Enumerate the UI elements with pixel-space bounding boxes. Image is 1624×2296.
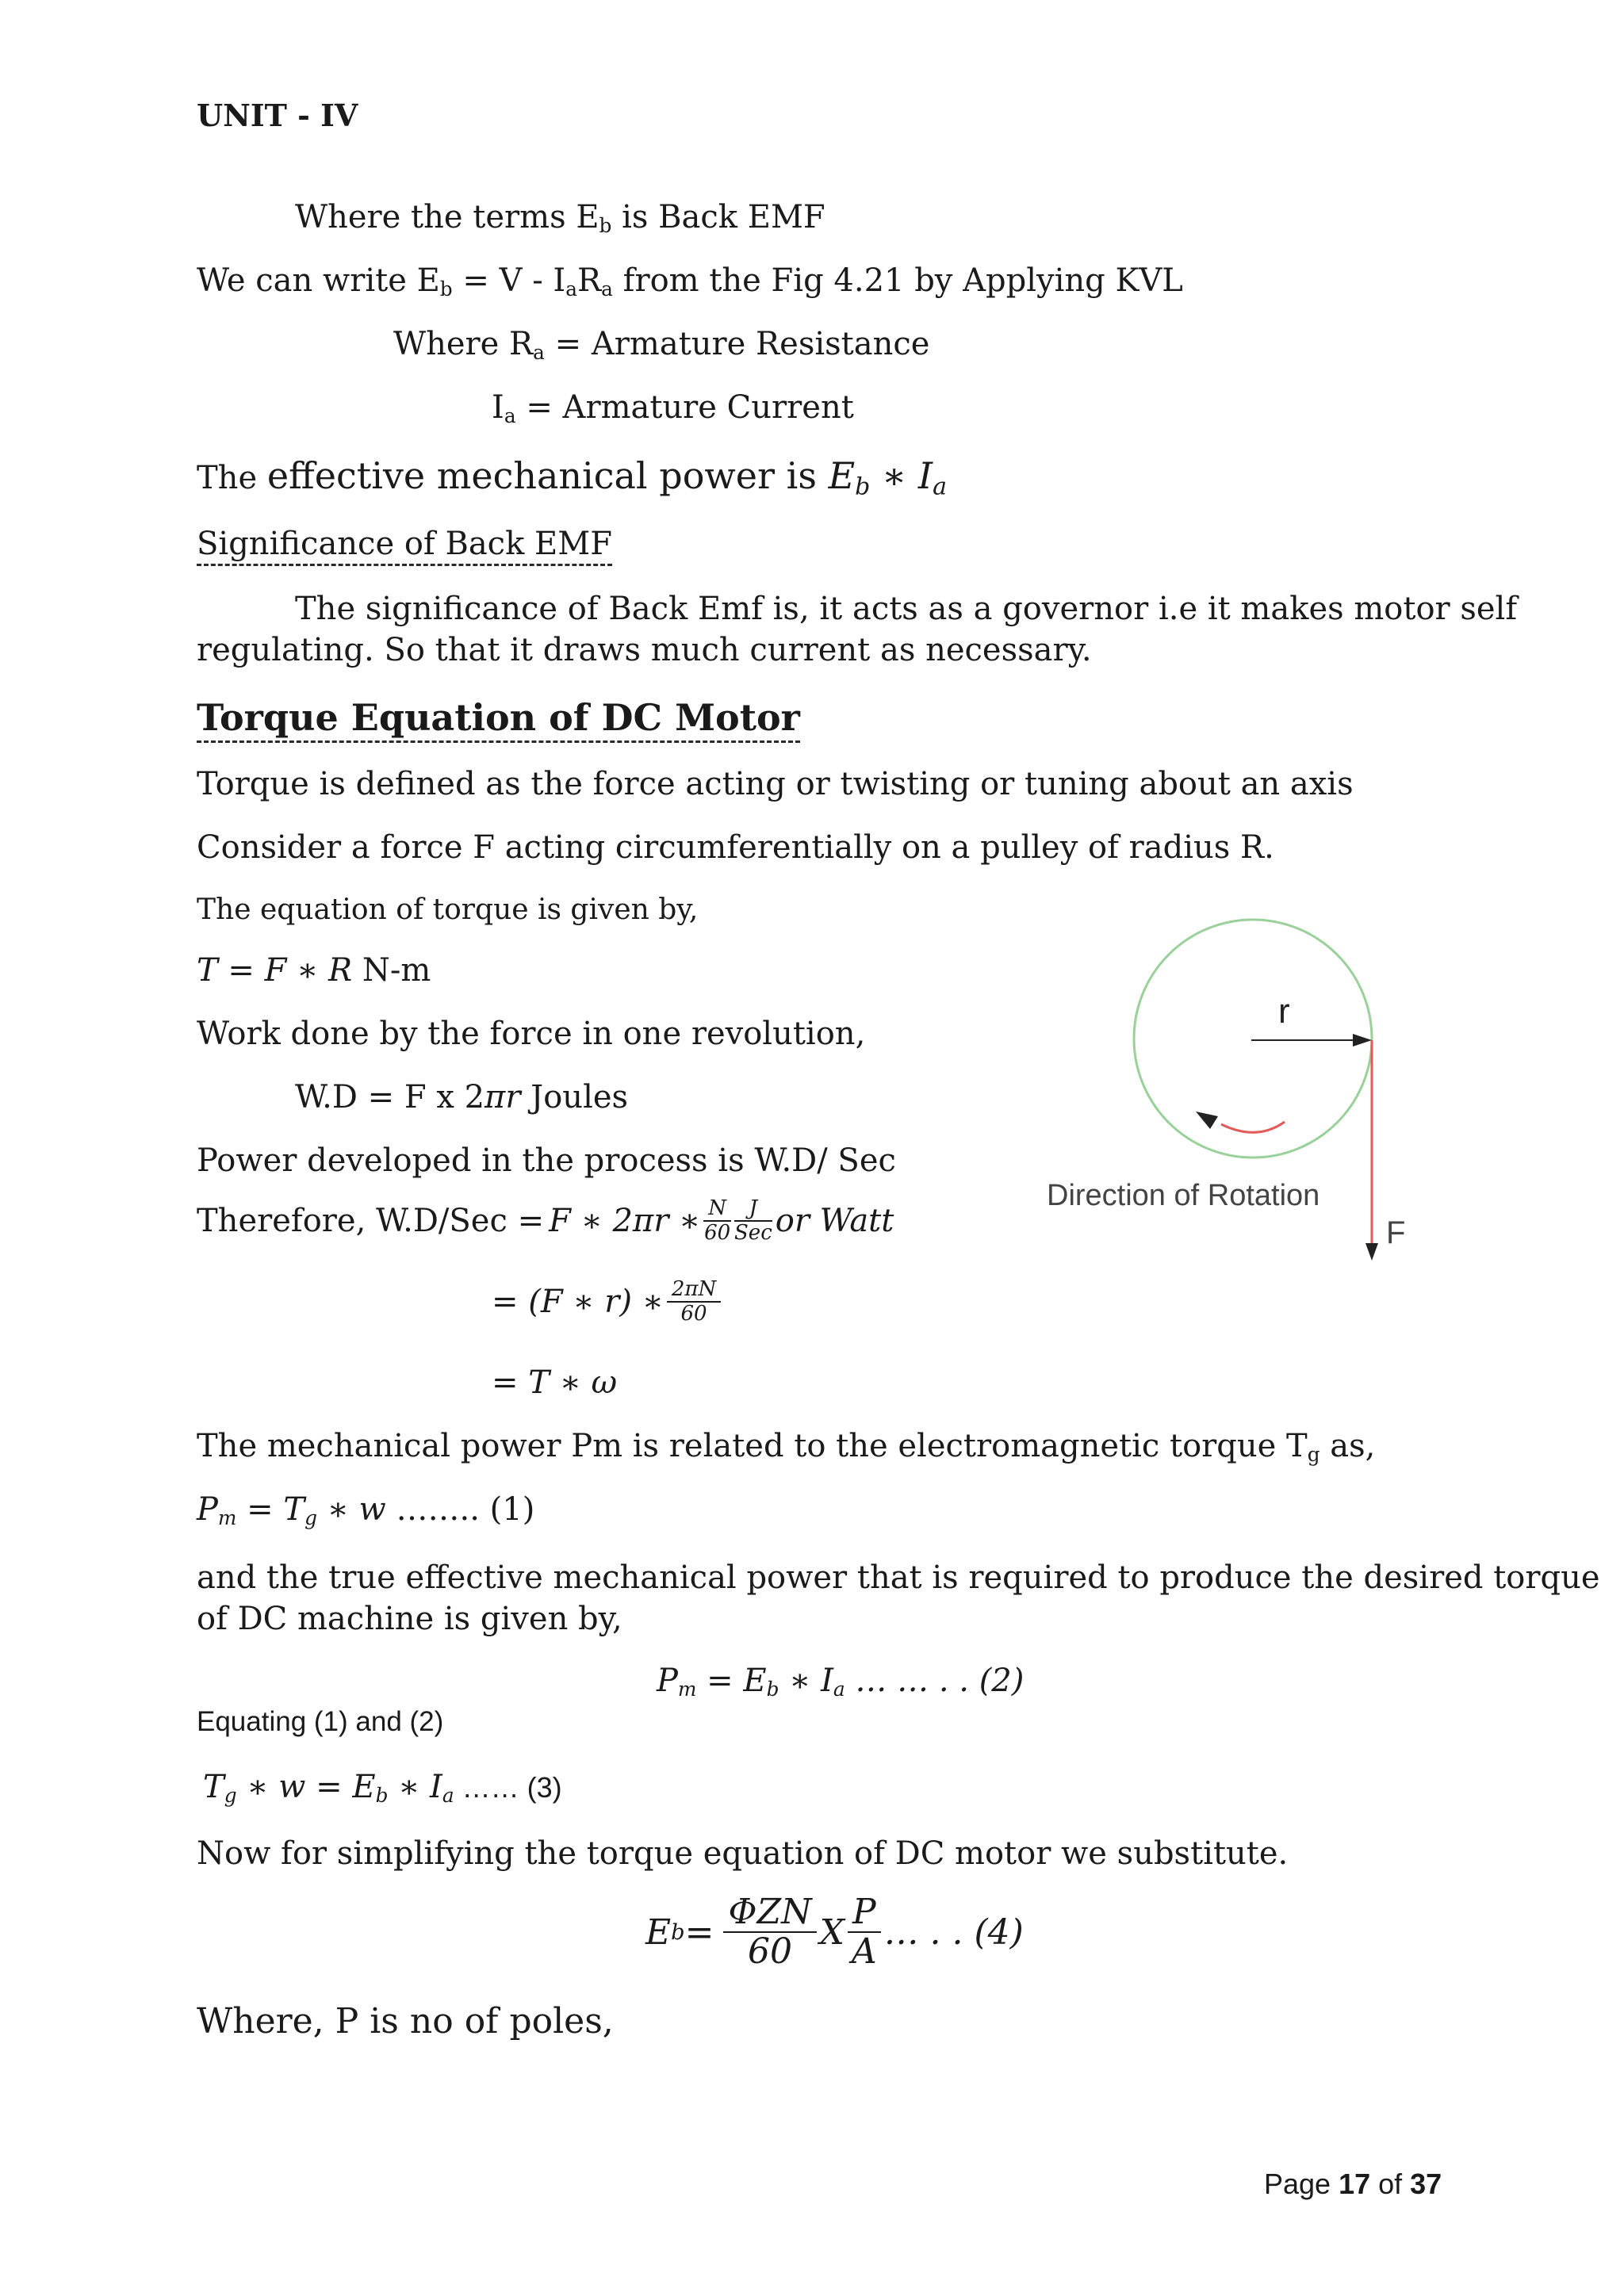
equation-given-line: The equation of torque is given by, <box>197 894 699 926</box>
sub: b <box>766 1678 779 1701</box>
text: is Back EMF <box>611 199 825 235</box>
text: W.D = F x 2 <box>295 1079 485 1115</box>
wd-formula <box>295 1078 628 1116</box>
true-power-line1: and the true effective mechanical power that is required to produce the desired torque <box>197 1559 1600 1596</box>
denominator: A <box>851 1931 877 1973</box>
text: as, <box>1320 1428 1376 1464</box>
torque-heading <box>197 695 800 740</box>
math: X <box>819 1911 845 1953</box>
pulley-diagram <box>1031 912 1443 1276</box>
sub: b <box>855 473 871 501</box>
fraction-phizn-60 <box>723 1893 816 1972</box>
work-done-line: Work done by the force in one revolution, <box>197 1016 866 1052</box>
math: = T <box>236 1491 305 1528</box>
text: = V - I <box>452 262 566 299</box>
text: Page <box>1264 2168 1339 2200</box>
sub: a <box>533 341 545 365</box>
sub: b <box>375 1784 389 1808</box>
math: or Watt <box>775 1202 894 1239</box>
math: = <box>684 1911 714 1953</box>
kvl-line <box>197 262 1183 308</box>
text: We can write E <box>197 262 440 299</box>
math: T <box>203 1769 224 1805</box>
armature-current-line <box>492 388 854 435</box>
sub: a <box>442 1784 454 1808</box>
text: The mechanical power Pm is related to the electromagnetic torque T <box>197 1428 1308 1464</box>
significance-para-line2: regulating. So that it draws much current as necessary. <box>197 632 1092 668</box>
math: F ∗ 2πr ∗ <box>549 1202 701 1239</box>
sub: b <box>671 1919 685 1945</box>
label-f: F <box>1386 1215 1406 1250</box>
sub: g <box>1307 1443 1320 1467</box>
mechanical-power-line <box>197 1427 1375 1474</box>
sub: b <box>439 277 453 301</box>
fraction-n-60 <box>703 1197 731 1244</box>
sub: a <box>565 277 578 301</box>
math: ∗ w = E <box>236 1769 376 1805</box>
torque-definition: Torque is defined as the force acting or twisting or tuning about an axis <box>197 766 1354 802</box>
equation-1 <box>197 1490 534 1537</box>
text: …….. (1) <box>385 1491 535 1528</box>
text: Where R <box>393 326 534 362</box>
significance-para-line1: The significance of Back Emf is, it acts as a governor i.e it makes motor self <box>295 591 1518 627</box>
text: effective mechanical power is <box>266 454 829 497</box>
sub: m <box>677 1678 697 1701</box>
denominator: 60 <box>704 1220 731 1245</box>
math: … . . (4) <box>883 1911 1024 1953</box>
text: = Armature Resistance <box>544 326 930 362</box>
armature-resistance-line <box>393 325 929 372</box>
numerator: N <box>703 1197 731 1222</box>
rotation-caption: Direction of Rotation <box>1047 1179 1320 1212</box>
text: = Armature Current <box>515 389 854 426</box>
text: Joules <box>520 1079 629 1115</box>
text: from the Fig 4.21 by Applying KVL <box>612 262 1183 299</box>
math: ∗ I <box>779 1663 833 1699</box>
math: = (F ∗ r) ∗ <box>492 1283 664 1320</box>
label-r: r <box>1278 992 1290 1031</box>
math: ∗ I <box>388 1769 442 1805</box>
equating-line: Equating (1) and (2) <box>197 1706 444 1737</box>
power-formula-step2 <box>492 1278 724 1325</box>
text: Therefore, W.D/Sec = <box>197 1202 545 1239</box>
denominator: 60 <box>748 1931 793 1973</box>
power-developed-line: Power developed in the process is W.D/ Sec <box>197 1142 896 1179</box>
simplify-line: Now for simplifying the torque equation of DC motor we substitute. <box>197 1835 1289 1872</box>
text: N-m <box>352 952 431 989</box>
sub: a <box>504 404 516 428</box>
math: … … . . (2) <box>845 1663 1025 1699</box>
denominator: 60 <box>680 1301 707 1326</box>
torque-formula <box>197 951 431 989</box>
fraction-j-sec <box>734 1197 772 1244</box>
math: πr <box>485 1079 521 1115</box>
therefore-formula <box>197 1197 894 1244</box>
heading-text: Significance of Back EMF <box>197 526 612 566</box>
back-emf-term-line <box>295 198 825 245</box>
math: P <box>657 1663 678 1699</box>
text: of <box>1370 2168 1411 2200</box>
rotation-arrowhead <box>1196 1112 1218 1129</box>
sub: a <box>833 1678 845 1701</box>
radius-arrowhead <box>1353 1034 1372 1047</box>
pulley-circle <box>1134 920 1372 1158</box>
numerator: 2πN <box>667 1278 721 1303</box>
unit-header: UNIT - IV <box>197 98 358 133</box>
pulley-figure <box>1031 912 1443 1276</box>
rotation-arc <box>1221 1122 1285 1132</box>
math: T = F ∗ R <box>197 952 353 989</box>
sub: g <box>224 1784 237 1808</box>
page-total: 37 <box>1410 2168 1442 2200</box>
equation-3 <box>203 1768 562 1815</box>
sub: m <box>217 1506 237 1530</box>
sub: g <box>304 1506 317 1530</box>
math: = E <box>696 1663 767 1699</box>
power-formula-step3: = T ∗ ω <box>492 1364 618 1401</box>
page-footer <box>1264 2167 1442 2202</box>
text: Where the terms E <box>295 199 599 235</box>
numerator: J <box>734 1197 772 1222</box>
fraction-2pin-60 <box>667 1278 721 1325</box>
sub: b <box>599 214 612 238</box>
significance-heading <box>197 525 612 563</box>
fraction-p-a <box>848 1893 881 1972</box>
numerator: ΦZN <box>723 1893 816 1933</box>
equation-2 <box>657 1662 1024 1709</box>
where-poles-line: Where, P is no of poles, <box>197 2001 614 2042</box>
page-number: 17 <box>1339 2168 1371 2200</box>
math: ∗ w <box>316 1491 386 1528</box>
numerator: P <box>848 1893 881 1933</box>
equation-4 <box>645 1893 1024 1972</box>
text: R <box>577 262 602 299</box>
force-arrowhead <box>1365 1243 1378 1261</box>
text: The <box>197 460 267 496</box>
consider-force-line: Consider a force F acting circumferentially on a pulley of radius R. <box>197 829 1274 866</box>
denominator: Sec <box>734 1220 772 1245</box>
effective-power-line <box>197 453 947 510</box>
sub: a <box>933 473 947 501</box>
math: E <box>828 454 856 497</box>
true-power-line2: of DC machine is given by, <box>197 1601 622 1637</box>
math: P <box>197 1491 218 1528</box>
math: ∗ I <box>870 454 933 497</box>
sub: a <box>601 277 613 301</box>
text: …… (3) <box>454 1771 562 1804</box>
text: I <box>492 389 504 426</box>
math: E <box>645 1911 672 1953</box>
heading-text: Torque Equation of DC Motor <box>197 696 800 743</box>
